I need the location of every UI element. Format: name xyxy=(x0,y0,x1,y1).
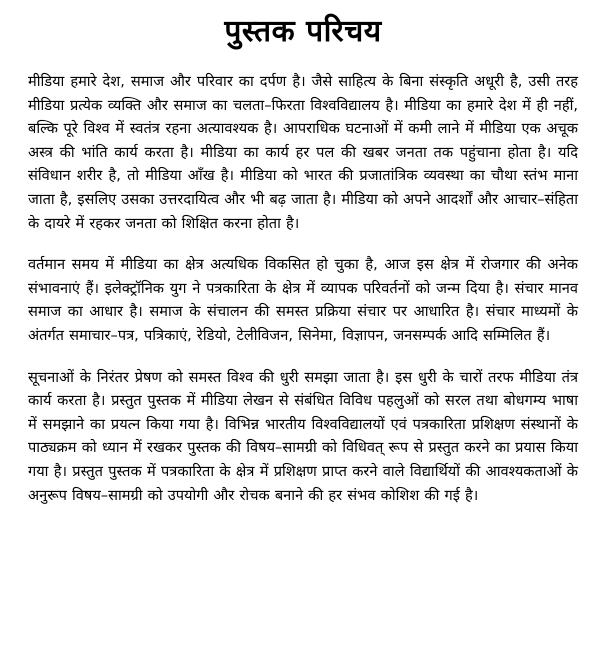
paragraph-1: मीडिया हमारे देश, समाज और परिवार का दर्पण है। जैसे साहित्य के बिना संस्कृति अधूरी है, उसी तरह मीडिया प्रत्येक व्यक्ति और समाज का चलता–फिरता विश्वविद्यालय है। मीडिया का हमारे देश में ही नहीं, बल्कि पूरे विश्व में स्वतंत्र रहना अत्यावश्यक है। आपराधिक घटनाओं में कमी लाने में मीडिया एक अचूक अस्त्र की भांति कार्य करता है। मीडिया का कार्य हर पल की खबर जनता तक पहुंचाना होता है। यदि संविधान शरीर है, तो मीडिया आँख है। मीडिया को भारत की प्रजातांत्रिक व्यवस्था का चौथा स्तंभ माना जाता है, इसलिए उसका उत्तरदायित्व और भी बढ़ जाता है। मीडिया को अपने आदर्शों और आचार–संहिता के दायरे में रहकर जनता को शिक्षित करना होता है। xyxy=(28,73,578,232)
paragraph-2: वर्तमान समय में मीडिया का क्षेत्र अत्यधिक विकसित हो चुका है, आज इस क्षेत्र में रोजगार की अनेक संभावनाएं हैं। इलेक्ट्रॉनिक युग ने पत्रकारिता के क्षेत्र में व्यापक परिवर्तनों को जन्म दिया है। संचार मानव समाज का आधार है। समाज के संचालन की समस्त प्रक्रिया संचार पर आधारित है। संचार माध्यमों के अंतर्गत समाचार–पत्र, पत्रिकाएं, रेडियो, टेलीविजन, सिनेमा, विज्ञापन, जनसम्पर्क आदि सम्मिलित हैं। xyxy=(28,256,578,344)
paragraph-3: सूचनाओं के निरंतर प्रेषण को समस्त विश्व की धुरी समझा जाता है। इस धुरी के चारों तरफ मीडिया तंत्र कार्य करता है। प्रस्तुत पुस्तक में मीडिया लेखन से संबंधित विविध पहलुओं को सरल तथा बोधगम्य भाषा में समझाने का प्रयत्न किया गया है। विभिन्न भारतीय विश्वविद्यालयों एवं पत्रकारिता प्रशिक्षण संस्थानों के पाठ्यक्रम को ध्यान में रखकर पुस्तक की विषय–सामग्री को विधिवत् रूप से प्रस्तुत करने का प्रयास किया गया है। प्रस्तुत पुस्तक में पत्रकारिता के क्षेत्र में प्रशिक्षण प्राप्त करने वाले विद्यार्थियों की आवश्यकताओं के अनुरूप विषय–सामग्री को उपयोगी और रोचक बनाने की हर संभव कोशिश की गई है। xyxy=(28,368,578,504)
page-title: पुस्तक परिचय xyxy=(224,14,382,49)
